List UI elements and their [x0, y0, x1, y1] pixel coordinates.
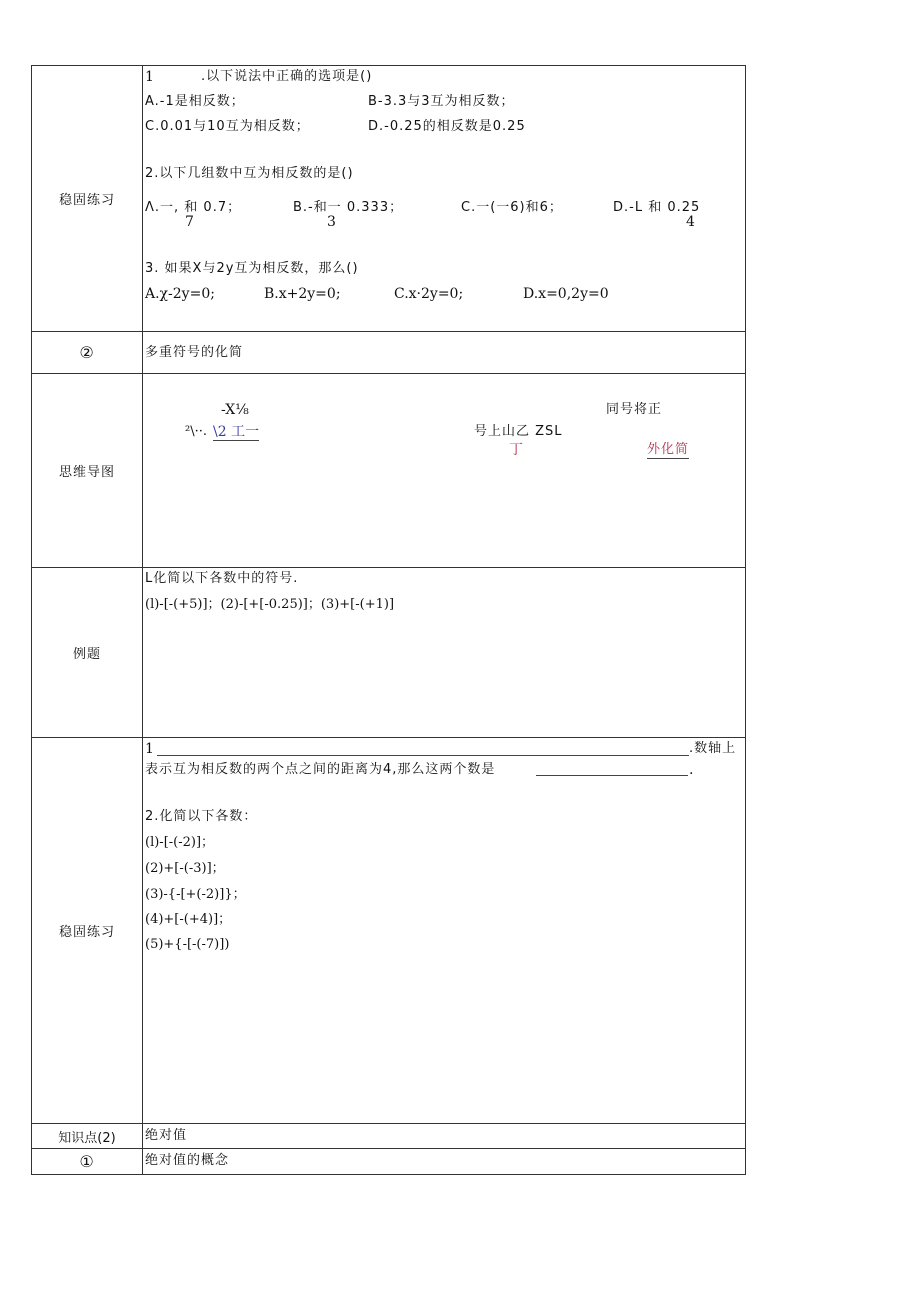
practice-row-1 [32, 66, 746, 332]
subtopic-title: 多重符号的化简 [145, 345, 244, 360]
subtopic-row-1 [32, 1149, 746, 1175]
q2-option-b: B.-和一 0.333； [293, 200, 404, 215]
q2-option-a: Λ.一, 和 0.7； [145, 200, 242, 215]
q1-end: .数轴上 [689, 741, 737, 756]
answer-blank-2[interactable] [536, 775, 688, 776]
q1-option-c: C.0.01与10互为相反数； [145, 119, 310, 134]
row-label: ② [32, 332, 143, 373]
example-row [32, 568, 746, 738]
q1-option-a: A.-1是相反数； [145, 94, 245, 109]
mind-map-text-3: 同号将正 [606, 402, 663, 417]
q2-stem: 2.以下几组数中互为相反数的是() [145, 166, 354, 181]
mind-map-text-6: 外化简 [647, 442, 690, 457]
row-label: 知识点(2) [32, 1124, 143, 1148]
row-label: 例题 [32, 568, 143, 737]
q1-stem: .以下说法中正确的选项是() [201, 69, 373, 84]
row-content [143, 738, 746, 1123]
q1-option-b: B-3.3与3互为相反数； [368, 94, 515, 109]
knowledge-point-title: 绝对值 [145, 1128, 188, 1143]
subtopic-title: 绝对值的概念 [145, 1153, 230, 1168]
list-item: (5)+{-[-(-7)]) [145, 937, 230, 952]
row-label: 稳固练习 [32, 66, 143, 331]
answer-blank-1[interactable] [157, 755, 689, 756]
row-label: 思维导图 [32, 374, 143, 567]
content-table [31, 65, 746, 1175]
q2-option-d-denominator: 4 [686, 214, 695, 230]
q2-option-c: C.一(一6)和6； [461, 200, 563, 215]
mind-map-text-2b: \2 工一 [213, 424, 260, 440]
q1-number: 1 [145, 69, 154, 85]
list-item: (2)+[-(-3)]； [145, 861, 225, 876]
mind-map-text-5: 丁 [509, 442, 523, 458]
row-content [143, 1124, 746, 1148]
mind-map-content [143, 374, 746, 567]
q3-option-a: A.χ-2y=0; [145, 286, 215, 302]
row-content [143, 568, 746, 737]
q2-option-b-denominator: 3 [327, 214, 336, 230]
q2-stem: 2.化简以下各数： [145, 809, 258, 824]
q3-option-b: B.x+2y=0; [264, 286, 341, 302]
q1-option-d: D.-0.25的相反数是0.25 [368, 119, 526, 134]
q1-number: 1 [145, 741, 154, 757]
row-content [143, 66, 746, 331]
list-item: (4)+[-(+4)]； [145, 912, 232, 927]
mind-map-text-2a: ²\··. [185, 424, 207, 439]
q2-option-a-denominator: 7 [185, 214, 194, 230]
knowledge-point-row [32, 1124, 746, 1149]
q1-line-2: 表示互为相反数的两个点之间的距离为4,那么这两个数是 [145, 762, 496, 777]
row-content [143, 1149, 746, 1174]
example-line-1: L化简以下各数中的符号. [145, 571, 299, 586]
mind-map-text-4: 号上山乙 ZSL [474, 424, 563, 439]
row-content [143, 332, 746, 373]
row-label: ① [32, 1149, 143, 1174]
subtopic-row-2 [32, 332, 746, 374]
q1-period: . [689, 762, 694, 778]
practice-row-2 [32, 738, 746, 1124]
list-item: (l)-[-(-2)]； [145, 835, 215, 850]
row-label: 稳固练习 [32, 738, 143, 1123]
list-item: (3)-{-[+(-2)]}； [145, 887, 246, 902]
mind-map-row [32, 374, 746, 568]
q3-option-c: C.x·2y=0; [394, 286, 464, 302]
q3-option-d: D.x=0,2y=0 [523, 286, 609, 302]
q2-option-d: D.-L 和 0.25 [613, 200, 701, 215]
mind-map-text-1: -X⅛ [221, 402, 249, 418]
example-line-2: (l)-[-(+5)]；(2)-[+[-0.25)]；(3)+[-(+1)] [145, 597, 395, 612]
q3-stem: 3. 如果X与2y互为相反数，那么() [145, 261, 359, 276]
